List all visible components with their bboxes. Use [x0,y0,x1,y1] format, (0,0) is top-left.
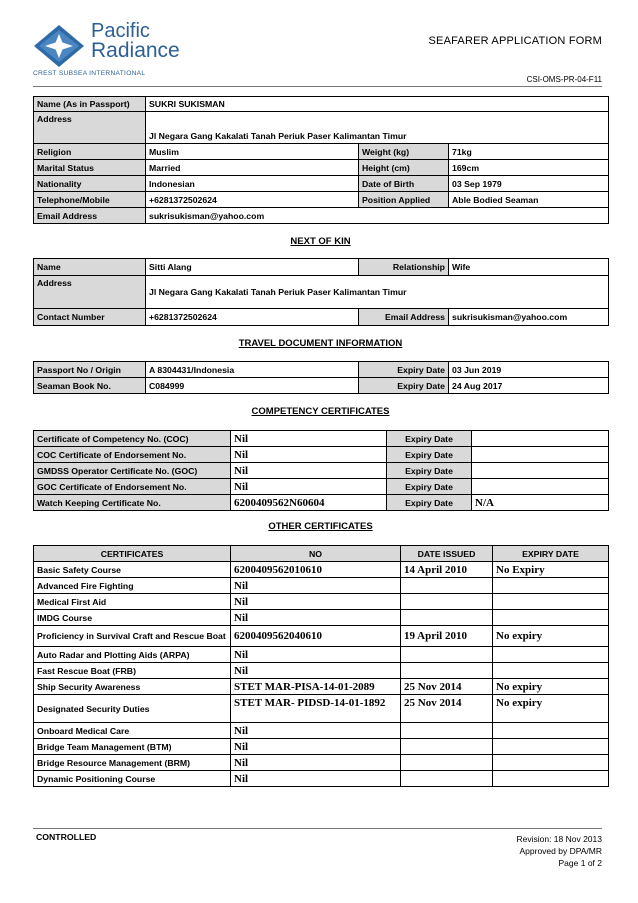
kin-name-label: Name [34,259,146,276]
certificate-number: Nil [231,723,401,739]
nationality-label: Nationality [34,176,146,192]
kin-name-value: Sitti Alang [146,259,359,276]
certificate-row [34,695,609,723]
travel-table [33,361,609,394]
seaman-label: Seaman Book No. [34,378,146,394]
certificate-row [34,562,609,578]
header-no: NO [231,546,401,562]
religion-label: Religion [34,144,146,160]
certificate-number: Nil [231,771,401,787]
position-label: Position Applied [359,192,449,208]
relationship-value: Wife [449,259,609,276]
competency-row [34,431,609,447]
kin-contact-value: +6281372502624 [146,309,359,326]
certificate-date-issued [401,739,493,755]
certificate-row [34,755,609,771]
competency-value: Nil [231,447,387,463]
certificate-row [34,578,609,594]
certificate-row [34,594,609,610]
certificate-date-issued [401,663,493,679]
certificate-expiry: No expiry [493,626,609,647]
certificate-name: Dynamic Positioning Course [34,771,231,787]
certificate-expiry [493,755,609,771]
certificate-name: Proficiency in Survival Craft and Rescue Boat [34,626,231,647]
competency-value: Nil [231,463,387,479]
certificate-date-issued [401,771,493,787]
logo-line2: Radiance [91,39,180,62]
certificate-expiry [493,771,609,787]
weight-value: 71kg [449,144,609,160]
other-certificates-title: OTHER CERTIFICATES [268,521,373,532]
name-value: SUKRI SUKISMAN [146,97,609,112]
logo-tagline: CREST SUBSEA INTERNATIONAL [33,70,146,77]
height-label: Height (cm) [359,160,449,176]
approved-text: Approved by DPA/MR [519,846,602,856]
competency-expiry-value [472,431,609,447]
certificate-row [34,739,609,755]
certificate-name: Medical First Aid [34,594,231,610]
certificate-date-issued: 25 Nov 2014 [401,679,493,695]
competency-expiry-value [472,479,609,495]
kin-address-label: Address [34,276,146,309]
competency-expiry-label: Expiry Date [387,495,472,511]
certificate-expiry [493,594,609,610]
certificate-row [34,663,609,679]
certificate-date-issued [401,578,493,594]
certificate-date-issued [401,755,493,771]
dob-value: 03 Sep 1979 [449,176,609,192]
page-number: Page 1 of 2 [558,858,602,868]
competency-value: 6200409562N60604 [231,495,387,511]
certificate-number: Nil [231,739,401,755]
certificate-name: IMDG Course [34,610,231,626]
company-logo [33,20,183,82]
competency-row [34,463,609,479]
seaman-expiry-value: 24 Aug 2017 [449,378,609,394]
form-title: SEAFARER APPLICATION FORM [428,35,602,47]
seaman-expiry-label: Expiry Date [359,378,449,394]
competency-row [34,479,609,495]
phone-value: +6281372502624 [146,192,359,208]
relationship-label: Relationship [359,259,449,276]
next-of-kin-title: NEXT OF KIN [290,236,351,247]
other-header-row [34,546,609,562]
height-value: 169cm [449,160,609,176]
certificate-name: Auto Radar and Plotting Aids (ARPA) [34,647,231,663]
certificate-number: Nil [231,594,401,610]
weight-label: Weight (kg) [359,144,449,160]
passport-expiry-label: Expiry Date [359,362,449,378]
next-of-kin-table [33,258,609,326]
competency-label: GMDSS Operator Certificate No. (GOC) [34,463,231,479]
competency-label: Watch Keeping Certificate No. [34,495,231,511]
competency-expiry-value: N/A [472,495,609,511]
certificate-row [34,723,609,739]
certificate-expiry: No expiry [493,695,609,723]
certificate-row [34,610,609,626]
religion-value: Muslim [146,144,359,160]
competency-title: COMPETENCY CERTIFICATES [251,406,390,417]
certificate-expiry [493,610,609,626]
dob-label: Date of Birth [359,176,449,192]
kin-address-value: Jl Negara Gang Kakalati Tanah Periuk Paser Kalimantan Timur [146,276,609,309]
certificate-number: Nil [231,610,401,626]
logo-line1: Pacific [91,20,150,42]
certificate-number: 6200409562010610 [231,562,401,578]
certificate-name: Designated Security Duties [34,695,231,723]
logo-wordmark [91,21,180,61]
seaman-value: C084999 [146,378,359,394]
certificate-number: Nil [231,647,401,663]
certificate-name: Bridge Team Management (BTM) [34,739,231,755]
certificate-expiry [493,723,609,739]
competency-label: Certificate of Competency No. (COC) [34,431,231,447]
certificate-number: Nil [231,663,401,679]
certificate-date-issued: 25 Nov 2014 [401,695,493,723]
competency-expiry-value [472,463,609,479]
competency-row [34,495,609,511]
email-value: sukrisukisman@yahoo.com [146,208,609,224]
competency-label: GOC Certificate of Endorsement No. [34,479,231,495]
certificate-name: Ship Security Awareness [34,679,231,695]
passport-value: A 8304431/Indonesia [146,362,359,378]
other-certificates-table [33,545,609,787]
address-label: Address [34,112,146,144]
certificate-expiry [493,647,609,663]
certificate-expiry [493,663,609,679]
competency-expiry-value [472,447,609,463]
header-expiry-date: EXPIRY DATE [493,546,609,562]
competency-table [33,430,609,511]
certificate-expiry: No expiry [493,679,609,695]
certificate-number: Nil [231,578,401,594]
header-date-issued: DATE ISSUED [401,546,493,562]
competency-expiry-label: Expiry Date [387,479,472,495]
certificate-row [34,626,609,647]
certificate-date-issued [401,594,493,610]
competency-expiry-label: Expiry Date [387,463,472,479]
certificate-date-issued: 14 April 2010 [401,562,493,578]
certificate-row [34,771,609,787]
controlled-label: CONTROLLED [36,832,97,842]
passport-label: Passport No / Origin [34,362,146,378]
marital-label: Marital Status [34,160,146,176]
certificate-number: STET MAR- PIDSD-14-01-1892 [231,695,401,723]
nationality-value: Indonesian [146,176,359,192]
form-code: CSI-OMS-PR-04-F11 [526,75,602,84]
certificate-row [34,647,609,663]
passport-expiry-value: 03 Jun 2019 [449,362,609,378]
competency-value: Nil [231,479,387,495]
certificate-name: Basic Safety Course [34,562,231,578]
personal-details-table [33,96,609,224]
competency-value: Nil [231,431,387,447]
certificate-expiry [493,578,609,594]
certificate-date-issued [401,723,493,739]
competency-expiry-label: Expiry Date [387,447,472,463]
certificate-expiry [493,739,609,755]
kin-email-label: Email Address [359,309,449,326]
email-label: Email Address [34,208,146,224]
phone-label: Telephone/Mobile [34,192,146,208]
certificate-row [34,679,609,695]
name-label: Name (As in Passport) [34,97,146,112]
certificate-name: Onboard Medical Care [34,723,231,739]
footer-divider [33,828,602,829]
certificate-expiry: No Expiry [493,562,609,578]
competency-row [34,447,609,463]
footer-revision-block [516,833,602,869]
revision-text: Revision: 18 Nov 2013 [516,834,602,844]
travel-title: TRAVEL DOCUMENT INFORMATION [238,338,403,349]
certificate-number: 6200409562040610 [231,626,401,647]
kin-email-value: sukrisukisman@yahoo.com [449,309,609,326]
competency-label: COC Certificate of Endorsement No. [34,447,231,463]
certificate-name: Fast Rescue Boat (FRB) [34,663,231,679]
certificate-date-issued [401,647,493,663]
address-value: Jl Negara Gang Kakalati Tanah Periuk Paser Kalimantan Timur [146,112,609,144]
header-certificates: CERTIFICATES [34,546,231,562]
marital-value: Married [146,160,359,176]
competency-expiry-label: Expiry Date [387,431,472,447]
certificate-date-issued [401,610,493,626]
certificate-date-issued: 19 April 2010 [401,626,493,647]
position-value: Able Bodied Seaman [449,192,609,208]
certificate-number: STET MAR-PISA-14-01-2089 [231,679,401,695]
certificate-name: Advanced Fire Fighting [34,578,231,594]
logo-diamond-icon [33,24,85,68]
kin-contact-label: Contact Number [34,309,146,326]
certificate-number: Nil [231,755,401,771]
header-divider [33,86,602,87]
certificate-name: Bridge Resource Management (BRM) [34,755,231,771]
